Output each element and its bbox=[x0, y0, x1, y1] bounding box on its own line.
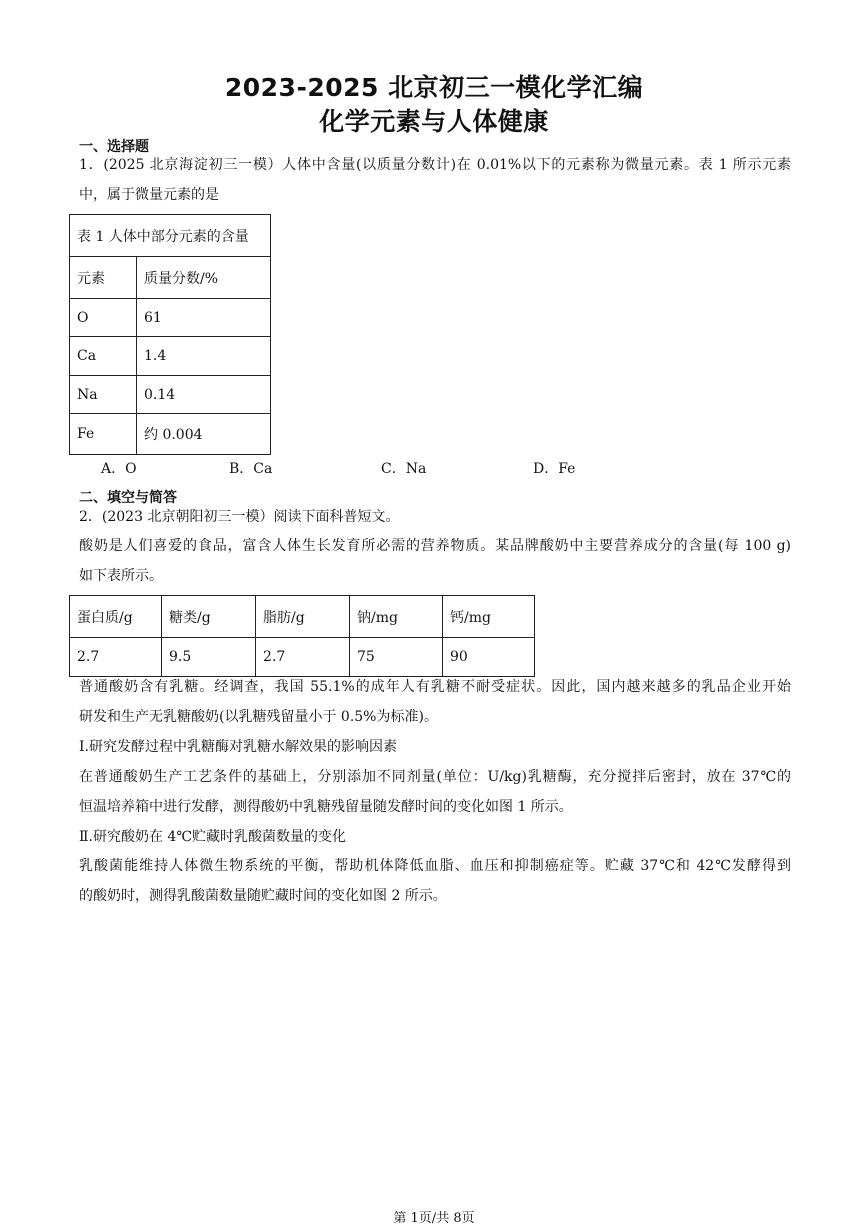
table-cell: 90 bbox=[443, 638, 535, 677]
table-cell: 约 0.004 bbox=[137, 414, 271, 455]
nutrition-table bbox=[69, 595, 535, 677]
table-header-element: 元素 bbox=[70, 257, 137, 299]
paragraph-4-line1: 乳酸菌能维持人体微生物系统的平衡，帮助机体降低血脂、血压和抑制癌症等。贮藏 37℃和 42℃发酵得到 bbox=[79, 858, 791, 874]
page-number-footer: 第 1页/共 8页 bbox=[393, 1211, 475, 1226]
option-b: B．Ca bbox=[229, 461, 273, 477]
table-cell: O bbox=[70, 299, 137, 337]
table-cell: Ca bbox=[70, 337, 137, 376]
table-header-row bbox=[70, 596, 535, 638]
table-row bbox=[70, 638, 535, 677]
table-row bbox=[70, 337, 271, 376]
table-row bbox=[70, 299, 271, 337]
table-cell: 2.7 bbox=[256, 638, 350, 677]
option-d: D．Fe bbox=[533, 461, 576, 477]
element-content-table bbox=[69, 214, 271, 455]
table-cell: Na bbox=[70, 376, 137, 414]
option-a: A．O bbox=[101, 461, 137, 477]
table-header-cell: 钠/mg bbox=[350, 596, 443, 638]
table-row bbox=[70, 376, 271, 414]
table-cell: 61 bbox=[137, 299, 271, 337]
table-cell: Fe bbox=[70, 414, 137, 455]
document-title-line2: 化学元素与人体健康 bbox=[319, 107, 549, 136]
table-cell: 9.5 bbox=[162, 638, 256, 677]
table-header-cell: 脂肪/g bbox=[256, 596, 350, 638]
question-1-text-line1: 1．(2025 北京海淀初三一模）人体中含量(以质量分数计)在 0.01%以下的元素称为微量元素。表 1 所示元素 bbox=[79, 157, 791, 173]
paragraph-3-line2: 恒温培养箱中进行发酵，测得酸奶中乳糖残留量随发酵时间的变化如图 1 所示。 bbox=[79, 799, 573, 815]
paragraph-4-line2: 的酸奶时，测得乳酸菌数量随贮藏时间的变化如图 2 所示。 bbox=[79, 888, 447, 904]
paragraph-1-line2: 如下表所示。 bbox=[79, 568, 163, 584]
subsection-2-heading: Ⅱ.研究酸奶在 4℃贮藏时乳酸菌数量的变化 bbox=[79, 829, 346, 845]
question-1-text-line2: 中，属于微量元素的是 bbox=[79, 187, 219, 203]
subsection-1-heading: Ⅰ.研究发酵过程中乳糖酶对乳糖水解效果的影响因素 bbox=[79, 739, 397, 755]
table-header-cell: 蛋白质/g bbox=[70, 596, 162, 638]
document-title-line1: 2023-2025 北京初三一模化学汇编 bbox=[224, 73, 644, 102]
option-c: C．Na bbox=[381, 461, 427, 477]
section-heading-fill: 二、填空与简答 bbox=[79, 490, 177, 506]
table-cell: 75 bbox=[350, 638, 443, 677]
table-row bbox=[70, 414, 271, 455]
table-cell: 0.14 bbox=[137, 376, 271, 414]
question-2-intro: 2．(2023 北京朝阳初三一模）阅读下面科普短文。 bbox=[79, 509, 400, 525]
table-header-cell: 钙/mg bbox=[443, 596, 535, 638]
paragraph-2-line2: 研发和生产无乳糖酸奶(以乳糖残留量小于 0.5%为标准)。 bbox=[79, 709, 438, 725]
table-header-mass-fraction: 质量分数/% bbox=[137, 257, 271, 299]
table-caption: 表 1 人体中部分元素的含量 bbox=[70, 215, 271, 257]
table-cell: 2.7 bbox=[70, 638, 162, 677]
paragraph-1-line1: 酸奶是人们喜爱的食品，富含人体生长发育所必需的营养物质。某品牌酸奶中主要营养成分的含量(每 100 g) bbox=[79, 538, 791, 554]
paragraph-2-line1: 普通酸奶含有乳糖。经调查，我国 55.1%的成年人有乳糖不耐受症状。因此，国内越来越多的乳品企业开始 bbox=[79, 679, 791, 695]
section-heading-choice: 一、选择题 bbox=[79, 139, 149, 155]
table-header-cell: 糖类/g bbox=[162, 596, 256, 638]
table-cell: 1.4 bbox=[137, 337, 271, 376]
paragraph-3-line1: 在普通酸奶生产工艺条件的基础上，分别添加不同剂量(单位：U/kg)乳糖酶，充分搅拌后密封，放在 37℃的 bbox=[79, 769, 791, 785]
